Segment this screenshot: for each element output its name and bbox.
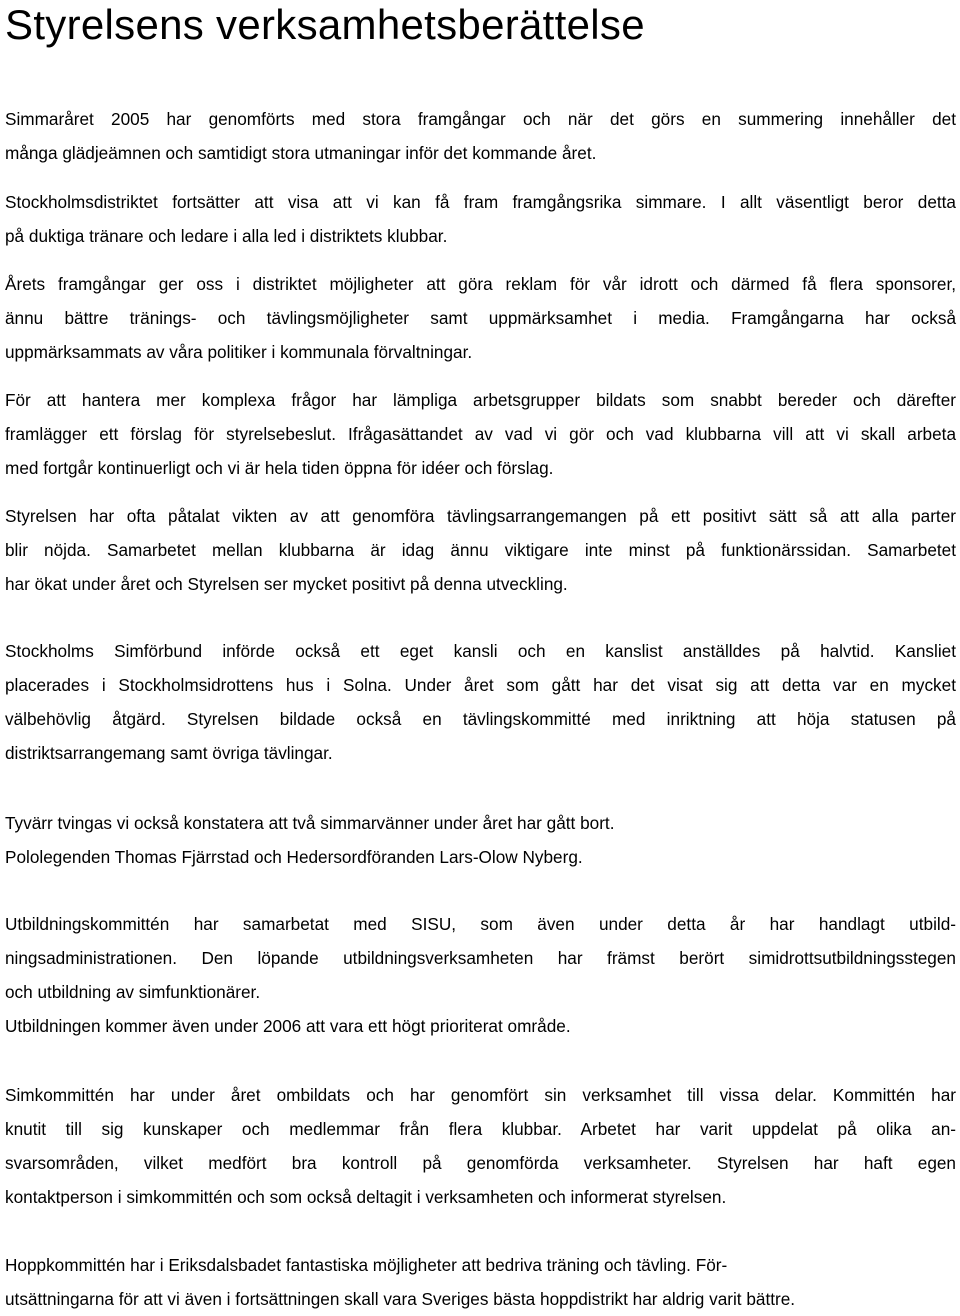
paragraph-competition-arrangements: [5, 499, 956, 601]
text-line: placerades i Stockholmsidrottens hus i Solna. Under året som gått har det visat sig att detta var en mycket: [5, 675, 956, 695]
paragraph-obituary: [5, 806, 956, 874]
text-line: ningsadministrationen. Den löpande utbildningsverksamheten har främst berört simidrottsutbildningsstegen: [5, 948, 956, 968]
text-line: Simmaråret 2005 har genomförts med stora framgångar och när det görs en summering innehåller det: [5, 109, 956, 129]
text-line: För att hantera mer komplexa frågor har lämpliga arbetsgrupper bildats som snabbt bereder och därefter: [5, 390, 956, 410]
text-line: knutit till sig kunskaper och medlemmar från flera klubbar. Arbetet har varit uppdelat på olika an-: [5, 1119, 956, 1139]
paragraph-working-groups: [5, 383, 956, 485]
text-line: Utbildningskommittén har samarbetat med SISU, som även under detta år har handlagt utbild-: [5, 914, 956, 934]
document-page: [5, 0, 956, 1309]
paragraph-swim-committee: [5, 1078, 956, 1214]
text-line: Pololegenden Thomas Fjärrstad och Hedersordföranden Lars-Olow Nyberg.: [5, 847, 583, 867]
text-line: framlägger ett förslag för styrelsebeslut. Ifrågasättandet av vad vi gör och vad klubbarna vill att vi skall arbeta: [5, 424, 956, 444]
text-line: uppmärksammats av våra politiker i kommunala förvaltningar.: [5, 342, 473, 362]
text-line: blir nöjda. Samarbetet mellan klubbarna är idag ännu viktigare inte minst på funktionärssidan. Samarbetet: [5, 540, 956, 560]
paragraph-office: [5, 634, 956, 770]
text-line: har ökat under året och Styrelsen ser mycket positivt på denna utveckling.: [5, 574, 568, 594]
text-line: Hoppkommittén har i Eriksdalsbadet fantastiska möjligheter att bedriva träning och tävling. För-: [5, 1255, 728, 1275]
text-line: Simkommittén har under året ombildats och har genomfört sin verksamhet till vissa delar. Kommittén har: [5, 1085, 956, 1105]
text-line: Styrelsen har ofta påtalat vikten av att genomföra tävlingsarrangemangen på ett positivt sätt så att alla parter: [5, 506, 956, 526]
text-line: utsättningarna för att vi även i fortsättningen skall vara Sveriges bästa hoppdistrikt har aldrig varit bättre.: [5, 1289, 796, 1309]
paragraph-education-committee: [5, 907, 956, 1043]
paragraph-diving-committee: [5, 1248, 956, 1316]
text-line: och utbildning av simfunktionärer.: [5, 982, 261, 1002]
text-line: många glädjeämnen och samtidigt stora utmaningar inför det kommande året.: [5, 143, 597, 163]
text-line: Årets framgångar ger oss i distriktet möjligheter att göra reklam för vår idrott och därmed få flera sponsorer,: [5, 274, 956, 294]
text-line: på duktiga tränare och ledare i alla led i distriktets klubbar.: [5, 226, 448, 246]
text-line: svarsområden, vilket medfört bra kontroll på genomförda verksamheter. Styrelsen har haft egen: [5, 1153, 956, 1173]
text-line: Utbildningen kommer även under 2006 att vara ett högt prioriterat område.: [5, 1016, 571, 1036]
text-line: Stockholms Simförbund införde också ett eget kansli och en kanslist anställdes på halvtid. Kansliet: [5, 641, 956, 661]
text-line: välbehövlig åtgärd. Styrelsen bildade också en tävlingskommitté med inriktning att höja statusen på: [5, 709, 956, 729]
text-line: ännu bättre tränings- och tävlingsmöjligheter samt uppmärksamhet i media. Framgångarna har också: [5, 308, 956, 328]
paragraph-district-swimmers: [5, 185, 956, 253]
text-line: Stockholmsdistriktet fortsätter att visa att vi kan få fram framgångsrika simmare. I allt väsentligt beror detta: [5, 192, 956, 212]
text-line: distriktsarrangemang samt övriga tävlingar.: [5, 743, 333, 763]
text-line: Tyvärr tvingas vi också konstatera att två simmarvänner under året har gått bort.: [5, 813, 615, 833]
document-title: Styrelsens verksamhetsberättelse: [5, 1, 645, 48]
text-line: kontaktperson i simkommittén och som också deltagit i verksamheten och informerat styrelsen.: [5, 1187, 727, 1207]
paragraph-successes: [5, 267, 956, 369]
paragraph-season-summary: [5, 102, 956, 170]
text-line: med fortgår kontinuerligt och vi är hela tiden öppna för idéer och förslag.: [5, 458, 554, 478]
